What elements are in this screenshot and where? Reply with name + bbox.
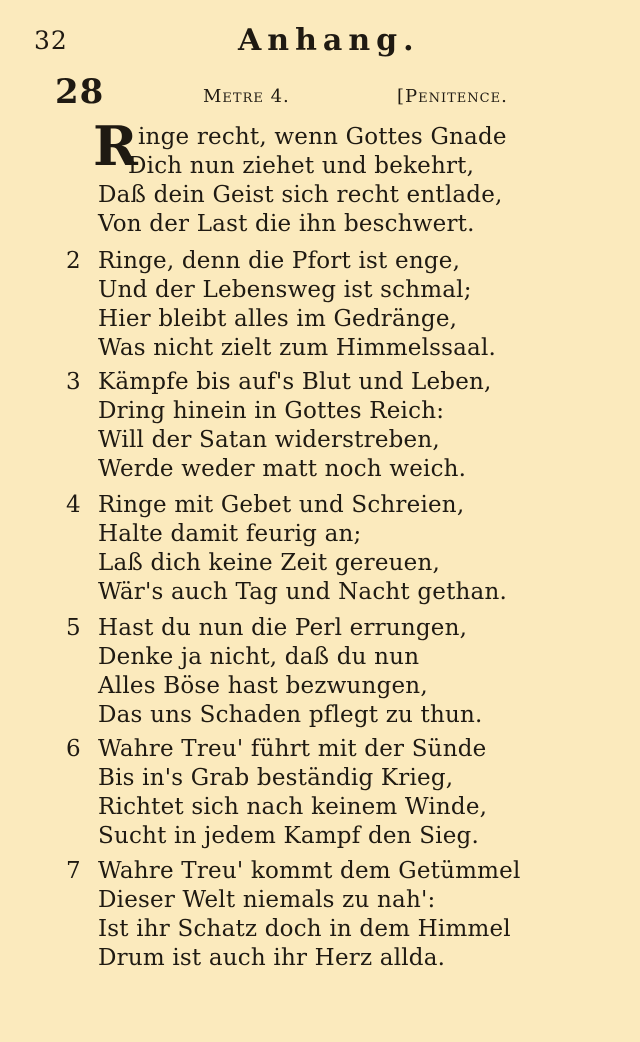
stanza-line: Dich nun ziehet und bekehrt, [128,153,475,179]
metre-label: Metre 4. [203,86,290,107]
stanza-line: Wahre Treu' kommt dem Getümmel [98,858,521,884]
stanza-line: Kämpfe bis auf's Blut und Leben, [98,369,492,395]
stanza-line: Laß dich keine Zeit gereuen, [98,550,440,576]
drop-cap: R [93,114,138,178]
stanza-line: Und der Lebensweg ist schmal; [98,277,472,303]
stanza-line: Ringe mit Gebet und Schreien, [98,492,465,518]
stanza-line: Ist ihr Schatz doch in dem Himmel [98,916,511,942]
stanza-number: 6 [66,736,81,762]
stanza-line: Dring hinein in Gottes Reich: [98,398,445,424]
stanza-line: Denke ja nicht, daß du nun [98,644,420,670]
stanza-number: 4 [66,492,81,518]
stanza-number: 5 [66,615,81,641]
stanza-line: Daß dein Geist sich recht entlade, [98,182,503,208]
stanza-line: Alles Böse hast bezwungen, [98,673,428,699]
stanza-line: Was nicht zielt zum Himmelssaal. [98,335,497,361]
stanza-line: Will der Satan widerstreben, [98,427,440,453]
stanza-line: Hast du nun die Perl errungen, [98,615,468,641]
stanza-line: Dieser Welt niemals zu nah': [98,887,436,913]
stanza-line: Richtet sich nach keinem Winde, [98,794,488,820]
hymn-number: 28 [55,72,105,112]
stanza-number: 2 [66,248,81,274]
stanza-number: 3 [66,369,81,395]
stanza-line: Werde weder matt noch weich. [98,456,467,482]
stanza-line: Wär's auch Tag und Nacht gethan. [98,579,507,605]
stanza-line: Hier bleibt alles im Gedränge, [98,306,458,332]
stanza-line: inge recht, wenn Gottes Gnade [138,124,507,150]
stanza-line: Von der Last die ihn beschwert. [98,211,475,237]
stanza-line: Das uns Schaden pflegt zu thun. [98,702,483,728]
stanza-line: Ringe, denn die Pfort ist enge, [98,248,461,274]
stanza-line: Bis in's Grab beständig Krieg, [98,765,454,791]
running-head: Anhang. [238,23,420,58]
stanza-line: Sucht in jedem Kampf den Sieg. [98,823,479,849]
page-number: 32 [34,26,68,55]
stanza-line: Halte damit feurig an; [98,521,362,547]
stanza-line: Wahre Treu' führt mit der Sünde [98,736,487,762]
stanza-line: Drum ist auch ihr Herz allda. [98,945,446,971]
stanza-number: 7 [66,858,81,884]
topic-label: [Penitence. [397,86,508,107]
